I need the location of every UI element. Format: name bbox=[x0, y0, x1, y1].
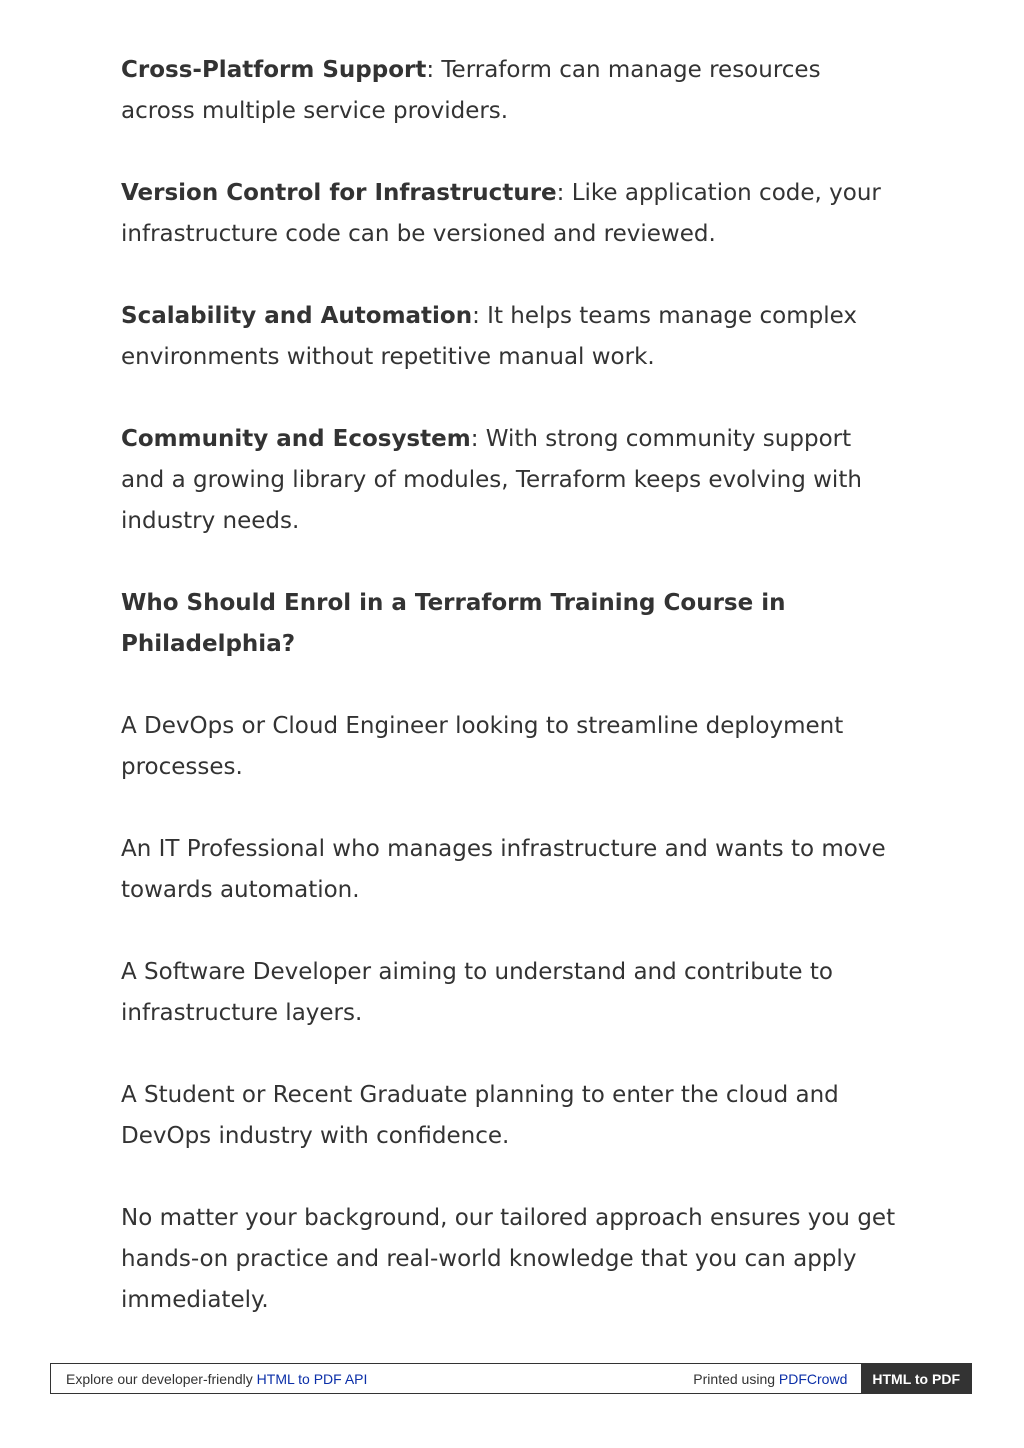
audience-item: A DevOps or Cloud Engineer looking to streamline deployment processes. bbox=[121, 713, 844, 780]
footer-left bbox=[51, 1371, 693, 1387]
pdf-footer bbox=[50, 1363, 972, 1394]
benefit-text: : Like application code, your infrastructure code can be versioned and reviewed. bbox=[121, 180, 881, 247]
html-to-pdf-api-link[interactable]: HTML to PDF API bbox=[256, 1370, 368, 1387]
audience-heading: Who Should Enrol in a Terraform Training Course in Philadelphia? bbox=[121, 590, 786, 657]
footer-right-text: Printed using bbox=[693, 1370, 779, 1387]
benefit-title: Community and Ecosystem bbox=[121, 426, 471, 452]
benefit-scalability bbox=[121, 296, 901, 378]
footer-left-text: Explore our developer-friendly bbox=[66, 1370, 257, 1387]
pdfcrowd-link[interactable]: PDFCrowd bbox=[778, 1370, 848, 1387]
closing-paragraph: No matter your background, our tailored approach ensures you get hands-on practice and real-world knowledge that you can apply immediately. bbox=[121, 1205, 896, 1313]
document-body bbox=[121, 50, 901, 1362]
audience-item: An IT Professional who manages infrastructure and wants to move towards automation. bbox=[121, 836, 886, 903]
benefit-text: : It helps teams manage complex environments without repetitive manual work. bbox=[121, 303, 857, 370]
benefit-cross-platform bbox=[121, 50, 901, 132]
benefit-text: : Terraform can manage resources across multiple service providers. bbox=[121, 57, 821, 124]
audience-item: A Student or Recent Graduate planning to enter the cloud and DevOps industry with confidence. bbox=[121, 1082, 839, 1149]
benefit-title: Scalability and Automation bbox=[121, 303, 473, 329]
benefit-text: : With strong community support and a growing library of modules, Terraform keeps evolving with industry needs. bbox=[121, 426, 862, 534]
benefit-version-control bbox=[121, 173, 901, 255]
benefit-title: Cross-Platform Support bbox=[121, 57, 427, 83]
benefit-title: Version Control for Infrastructure bbox=[121, 180, 557, 206]
html-to-pdf-badge[interactable]: HTML to PDF bbox=[861, 1364, 971, 1393]
benefit-community bbox=[121, 419, 901, 542]
footer-right bbox=[693, 1371, 861, 1387]
audience-item: A Software Developer aiming to understand and contribute to infrastructure layers. bbox=[121, 959, 833, 1026]
